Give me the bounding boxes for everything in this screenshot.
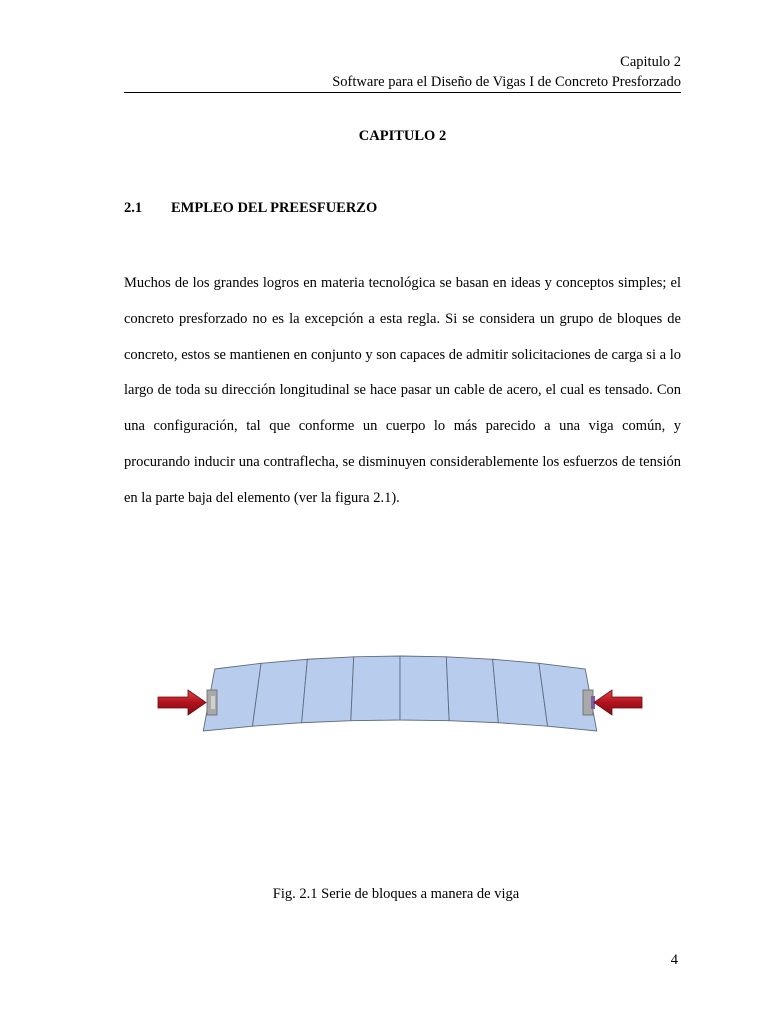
chapter-title: CAPITULO 2 (358, 128, 447, 144)
concrete-block (446, 657, 498, 723)
body-paragraph: Muchos de los grandes logros en materia tecnológica se basan en ideas y conceptos simples; el concreto presforzado no es la excepción a esta regla. Si se considera un grupo de bloques de concreto, estos se mantienen en conjunto y son capaces de admitir solicitaciones de carga si a lo largo de toda su dirección longitudinal se hace pasar un cable de acero, el cual es tensado. Con una configuración, tal que conforme un cuerpo lo más parecido a una viga común, y procurando inducir una contraflecha, se disminuyen considerablemente los esfuerzos de tensión en la parte baja del elemento (ver la figura 2.1). (124, 275, 681, 506)
header-chapter: Capitulo 2 (620, 54, 681, 70)
section-heading (124, 200, 377, 217)
concrete-block (302, 657, 354, 723)
figure-caption: Fig. 2.1 Serie de bloques a manera de viga (272, 886, 520, 902)
concrete-block (493, 659, 548, 726)
header-divider (124, 92, 681, 93)
header-title: Software para el Diseño de Vigas I de Concreto Presforzado (332, 74, 681, 90)
block-beam-figure (150, 645, 650, 745)
right-force-arrow (594, 690, 642, 715)
section-number: 2.1 (124, 200, 143, 216)
page-number: 4 (670, 952, 678, 968)
concrete-blocks (203, 656, 596, 731)
left-force-arrow (158, 690, 206, 715)
left-anchor (207, 690, 217, 715)
concrete-block (351, 656, 400, 721)
page-header (124, 52, 681, 92)
concrete-block (400, 656, 449, 721)
right-anchor (583, 690, 595, 715)
section-title: EMPLEO DEL PREESFUERZO (171, 200, 378, 216)
concrete-block (252, 659, 307, 726)
